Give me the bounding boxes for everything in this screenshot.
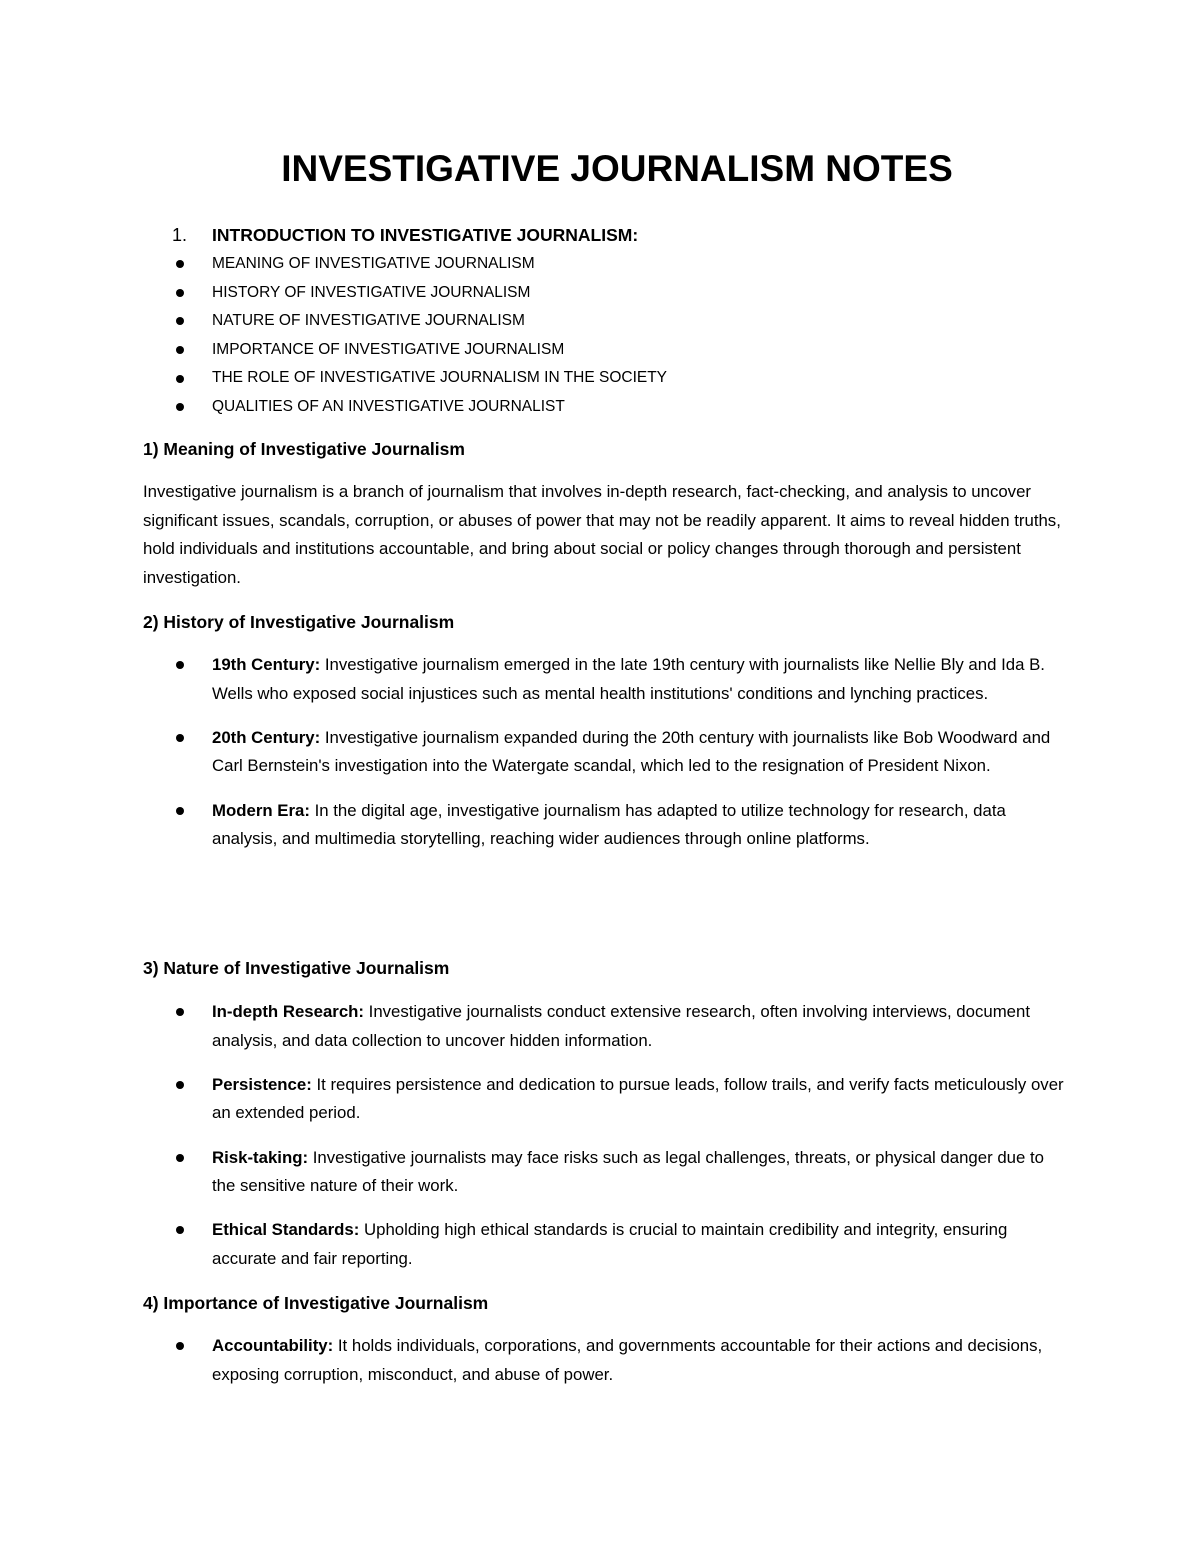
list-item-content (212, 1144, 1070, 1201)
outline-item-text: MEANING OF INVESTIGATIVE JOURNALISM (212, 255, 535, 272)
bullet-icon (176, 1154, 184, 1162)
list-item (172, 797, 1072, 854)
list-item-content (212, 651, 1070, 708)
list-item-content (212, 1071, 1070, 1128)
list-item-text: Investigative journalists may face risks such as legal challenges, threats, or physical danger due to the sensitive nature of their work. (212, 1147, 1045, 1196)
bullet-icon (176, 346, 184, 354)
list-item-content (212, 1216, 1070, 1273)
list-item-term: Ethical Standards: (212, 1220, 360, 1240)
list-item-term: Risk-taking: (212, 1147, 309, 1167)
list-item-term: Modern Era: (212, 800, 310, 820)
list-item-term: 19th Century: (212, 655, 321, 674)
page-title: INVESTIGATIVE JOURNALISM NOTES (281, 148, 953, 189)
bullet-icon (176, 289, 184, 297)
list-item-text: Investigative journalism expanded during the 20th century with journalists like Bob Woodward and Carl Bernstein's investigation into the Watergate scandal, which led to the resignation of President Nixon. (212, 727, 1051, 776)
list-item-content (212, 724, 1070, 781)
outline-item-text: IMPORTANCE OF INVESTIGATIVE JOURNALISM (212, 340, 565, 358)
list-item-content (212, 1332, 1070, 1389)
bullet-icon (176, 661, 184, 669)
bullet-icon (176, 1008, 184, 1016)
bullet-icon (176, 1342, 184, 1350)
outline-item (172, 250, 1072, 279)
bullet-icon (176, 260, 184, 268)
bullet-icon (176, 807, 184, 815)
list-item-content (212, 998, 1070, 1055)
importance-list (172, 1332, 1072, 1405)
outline-number: 1. (172, 225, 188, 245)
bullet-icon (176, 403, 184, 411)
history-list (172, 651, 1072, 869)
outline-item (172, 279, 1072, 308)
nature-list (172, 998, 1072, 1289)
meaning-paragraph: Investigative journalism is a branch of journalism that involves in-depth research, fact-checking, and analysis to uncover significant issues, scandals, corruption, or abuses of power that may not be readily apparent. It aims to reveal hidden truths, hold individuals and institutions accountable, and bring about social or policy changes through thorough and persistent investigation. (143, 482, 1061, 587)
list-item-term: In-depth Research: (212, 1002, 364, 1021)
section-heading-history: 2) History of Investigative Journalism (143, 612, 455, 632)
bullet-icon (176, 1081, 184, 1089)
list-item-term: 20th Century: (212, 727, 321, 747)
outline-item-text: QUALITIES OF AN INVESTIGATIVE JOURNALIST (212, 397, 565, 415)
outline-heading (172, 222, 1072, 248)
outline-heading-text: INTRODUCTION TO INVESTIGATIVE JOURNALISM: (212, 225, 639, 245)
list-item (172, 1144, 1072, 1201)
outline-item-text: NATURE OF INVESTIGATIVE JOURNALISM (212, 312, 525, 330)
list-item (172, 1071, 1072, 1128)
section-heading-importance: 4) Importance of Investigative Journalism (143, 1293, 489, 1313)
outline-list (172, 222, 1072, 422)
list-item (172, 651, 1072, 708)
list-item-term: Accountability: (212, 1336, 334, 1355)
outline-item-text: THE ROLE OF INVESTIGATIVE JOURNALISM IN THE SOCIETY (212, 369, 668, 387)
section-heading-nature: 3) Nature of Investigative Journalism (143, 958, 450, 978)
list-item-text: It holds individuals, corporations, and governments accountable for their actions and decisions, exposing corruption, misconduct, and abuse of power. (212, 1336, 1043, 1384)
bullet-icon (176, 1226, 184, 1234)
list-item (172, 724, 1072, 781)
list-item-text: Investigative journalism emerged in the late 19th century with journalists like Nellie Bly and Ida B. Wells who exposed social injustices such as mental health institutions' conditions and lynching practices. (212, 655, 1045, 703)
list-item-text: It requires persistence and dedication to pursue leads, follow trails, and verify facts meticulously over an extended period. (212, 1074, 1064, 1123)
outline-item (172, 364, 1072, 393)
bullet-icon (176, 375, 184, 383)
list-item-content (212, 797, 1070, 854)
outline-item-text: HISTORY OF INVESTIGATIVE JOURNALISM (212, 283, 531, 301)
bullet-icon (176, 734, 184, 742)
outline-item (172, 393, 1072, 422)
list-item (172, 998, 1072, 1055)
section-heading-meaning: 1) Meaning of Investigative Journalism (143, 439, 465, 459)
list-item-text: Upholding high ethical standards is crucial to maintain credibility and integrity, ensuring accurate and fair reporting. (212, 1220, 1008, 1268)
bullet-icon (176, 317, 184, 325)
list-item (172, 1332, 1072, 1389)
outline-item (172, 307, 1072, 336)
list-item-text: Investigative journalists conduct extensive research, often involving interviews, document analysis, and data collection to uncover hidden information. (212, 1002, 1030, 1050)
list-item-text: In the digital age, investigative journalism has adapted to utilize technology for research, data analysis, and multimedia storytelling, reaching wider audiences through online platforms. (212, 800, 1006, 849)
list-item-term: Persistence: (212, 1074, 312, 1094)
outline-item (172, 336, 1072, 365)
list-item (172, 1216, 1072, 1273)
